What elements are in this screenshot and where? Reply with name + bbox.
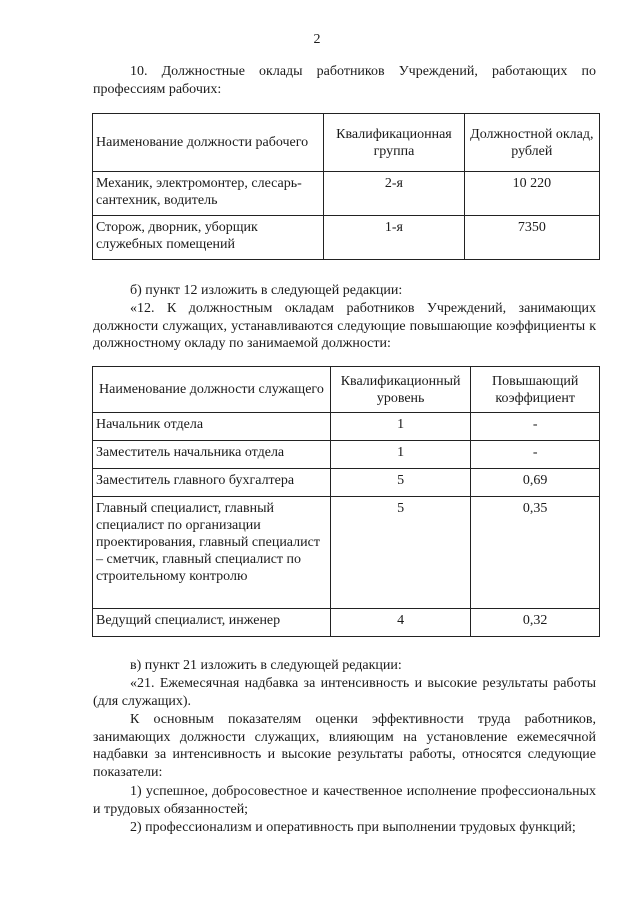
list-item: 2) профессионализм и оперативность при выполнении трудовых функций;	[130, 820, 576, 835]
table-cell: 0,35	[471, 497, 600, 609]
table-cell: Заместитель начальника отдела	[93, 441, 331, 469]
table-cell: Сторож, дворник, уборщик служебных помещений	[93, 216, 324, 260]
employees-coefficient-table	[92, 366, 600, 637]
table-cell: Механик, электромонтер, слесарь-сантехник, водитель	[93, 172, 324, 216]
paragraph-b-intro: б) пункт 12 изложить в следующей редакции:	[130, 283, 403, 298]
table-cell: -	[471, 413, 600, 441]
header-cell: Наименование должности рабочего	[93, 114, 324, 172]
paragraph-v-intro: в) пункт 21 изложить в следующей редакции:	[130, 658, 402, 673]
table-cell: 1	[330, 413, 470, 441]
header-cell: Наименование должности служащего	[93, 367, 331, 413]
header-cell: Квалификационная группа	[324, 114, 464, 172]
table-header-row	[93, 367, 600, 413]
table-cell: 5	[330, 497, 470, 609]
paragraph-10: 10. Должностные оклады работников Учреждений, работающих по профессиям рабочих:	[93, 64, 596, 97]
table-cell: 1	[330, 441, 470, 469]
table-cell: 1-я	[324, 216, 464, 260]
header-cell: Повышающий коэффициент	[471, 367, 600, 413]
table-row	[93, 609, 600, 637]
header-cell: Квалификационный уровень	[330, 367, 470, 413]
paragraph-21-indicators: К основным показателям оценки эффективности труда работников, занимающих должности служащих, влияющим на установление ежемесячной надбавки за интенсивность и высокие результаты работы, относятся следующие показатели:	[93, 712, 596, 780]
table-row	[93, 413, 600, 441]
table-cell: Ведущий специалист, инженер	[93, 609, 331, 637]
table-cell: 5	[330, 469, 470, 497]
table-row	[93, 497, 600, 609]
paragraph-21: «21. Ежемесячная надбавка за интенсивность и высокие результаты работы (для служащих).	[93, 676, 596, 709]
table-cell: 0,69	[471, 469, 600, 497]
table-cell: Заместитель главного бухгалтера	[93, 469, 331, 497]
table-cell: 4	[330, 609, 470, 637]
table-cell: Главный специалист, главный специалист по организации проектирования, главный специалист – сметчик, главный специалист по строительному контролю	[93, 497, 331, 609]
page-number: 2	[313, 32, 321, 47]
table-row	[93, 469, 600, 497]
table-cell: Начальник отдела	[93, 413, 331, 441]
table-cell: -	[471, 441, 600, 469]
paragraph-12: «12. К должностным окладам работников Учреждений, занимающих должности служащих, устанавливаются следующие повышающие коэффициенты к должностному окладу по занимаемой должности:	[93, 301, 596, 351]
table-row	[93, 216, 600, 260]
table-row	[93, 172, 600, 216]
list-item: 1) успешное, добросовестное и качественное исполнение профессиональных и трудовых обязанностей;	[93, 784, 596, 817]
table-cell: 10 220	[464, 172, 599, 216]
header-cell: Должностной оклад, рублей	[464, 114, 599, 172]
table-cell: 7350	[464, 216, 599, 260]
workers-salary-table	[92, 113, 600, 260]
table-cell: 2-я	[324, 172, 464, 216]
table-cell: 0,32	[471, 609, 600, 637]
table-header-row	[93, 114, 600, 172]
table-row	[93, 441, 600, 469]
